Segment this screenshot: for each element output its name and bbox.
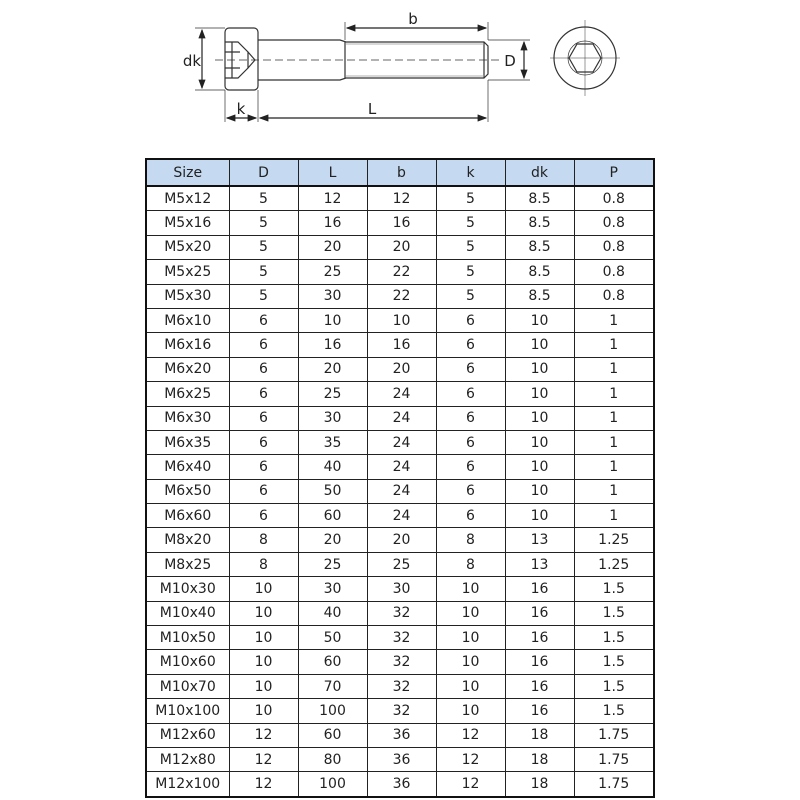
column-header-k: k — [436, 159, 505, 186]
table-cell: 18 — [505, 747, 574, 771]
table-row — [146, 430, 654, 454]
table-cell: 12 — [229, 747, 298, 771]
table-cell: 5 — [436, 260, 505, 284]
table-cell: 20 — [367, 357, 436, 381]
table-cell: 70 — [298, 674, 367, 698]
table-cell: 1 — [574, 479, 654, 503]
table-cell: 6 — [229, 479, 298, 503]
table-row — [146, 723, 654, 747]
table-cell: 1 — [574, 308, 654, 332]
table-cell: 6 — [436, 430, 505, 454]
table-row — [146, 601, 654, 625]
table-cell: 1.25 — [574, 552, 654, 576]
table-cell: 0.8 — [574, 284, 654, 308]
table-cell: 1.5 — [574, 577, 654, 601]
table-cell: 1.5 — [574, 699, 654, 723]
table-cell: 1.75 — [574, 747, 654, 771]
table-cell: 10 — [505, 382, 574, 406]
table-cell: 36 — [367, 723, 436, 747]
table-cell: 1.75 — [574, 723, 654, 747]
table-cell: 8 — [229, 528, 298, 552]
table-cell: 16 — [298, 333, 367, 357]
table-cell: M12x60 — [146, 723, 229, 747]
table-cell: 6 — [436, 406, 505, 430]
table-cell: 30 — [298, 406, 367, 430]
table-cell: 24 — [367, 455, 436, 479]
label-k: k — [236, 100, 246, 118]
column-header-b: b — [367, 159, 436, 186]
table-cell: 1.25 — [574, 528, 654, 552]
table-cell: 10 — [436, 674, 505, 698]
table-cell: 5 — [436, 284, 505, 308]
table-cell: M6x16 — [146, 333, 229, 357]
table-cell: 5 — [436, 186, 505, 211]
table-cell: 20 — [367, 528, 436, 552]
table-cell: 20 — [298, 235, 367, 259]
table-cell: 10 — [505, 308, 574, 332]
table-cell: M8x20 — [146, 528, 229, 552]
table-cell: 20 — [298, 528, 367, 552]
table-row — [146, 650, 654, 674]
table-cell: 1.5 — [574, 626, 654, 650]
table-cell: 10 — [505, 504, 574, 528]
table-cell: 30 — [298, 577, 367, 601]
table-cell: M6x10 — [146, 308, 229, 332]
table-cell: 50 — [298, 479, 367, 503]
table-cell: M6x20 — [146, 357, 229, 381]
table-cell: 1 — [574, 455, 654, 479]
table-cell: 25 — [298, 260, 367, 284]
label-dk: dk — [182, 52, 202, 70]
table-cell: 50 — [298, 626, 367, 650]
table-cell: 30 — [298, 284, 367, 308]
table-cell: M5x12 — [146, 186, 229, 211]
table-cell: M12x80 — [146, 747, 229, 771]
table-cell: M10x30 — [146, 577, 229, 601]
column-header-d: D — [229, 159, 298, 186]
table-cell: 12 — [436, 747, 505, 771]
table-cell: 16 — [505, 699, 574, 723]
label-l: L — [367, 100, 377, 118]
table-cell: 5 — [229, 284, 298, 308]
table-cell: 100 — [298, 772, 367, 797]
table-cell: M6x60 — [146, 504, 229, 528]
table-cell: 5 — [436, 211, 505, 235]
table-cell: 6 — [229, 382, 298, 406]
table-cell: 24 — [367, 382, 436, 406]
table-cell: 16 — [367, 333, 436, 357]
table-cell: 10 — [229, 626, 298, 650]
table-cell: 25 — [298, 552, 367, 576]
table-cell: 13 — [505, 528, 574, 552]
table-row — [146, 284, 654, 308]
table-cell: 6 — [436, 382, 505, 406]
bolt-end-view — [550, 20, 620, 96]
table-cell: 10 — [367, 308, 436, 332]
table-cell: 12 — [229, 723, 298, 747]
table-cell: M5x25 — [146, 260, 229, 284]
table-cell: M5x30 — [146, 284, 229, 308]
table-row — [146, 747, 654, 771]
table-cell: 0.8 — [574, 235, 654, 259]
table-cell: 6 — [229, 308, 298, 332]
table-cell: 20 — [367, 235, 436, 259]
table-cell: 10 — [436, 650, 505, 674]
bolt-size-table — [145, 158, 655, 798]
table-row — [146, 577, 654, 601]
table-cell: 12 — [436, 723, 505, 747]
table-cell: 16 — [505, 674, 574, 698]
table-row — [146, 528, 654, 552]
table-cell: 60 — [298, 650, 367, 674]
table-row — [146, 333, 654, 357]
table-cell: 5 — [229, 211, 298, 235]
table-cell: 10 — [229, 601, 298, 625]
table-cell: 6 — [229, 357, 298, 381]
table-cell: 6 — [229, 406, 298, 430]
label-d: D — [504, 52, 516, 70]
table-cell: 0.8 — [574, 186, 654, 211]
table-cell: 1 — [574, 430, 654, 454]
table-cell: 10 — [229, 650, 298, 674]
table-row — [146, 308, 654, 332]
table-cell: 24 — [367, 504, 436, 528]
table-cell: 16 — [505, 626, 574, 650]
table-cell: 16 — [505, 601, 574, 625]
table-cell: 32 — [367, 650, 436, 674]
table-cell: 80 — [298, 747, 367, 771]
table-cell: 60 — [298, 723, 367, 747]
table-cell: 40 — [298, 601, 367, 625]
table-cell: 20 — [298, 357, 367, 381]
table-cell: 10 — [436, 699, 505, 723]
table-cell: 30 — [367, 577, 436, 601]
table-cell: 0.8 — [574, 211, 654, 235]
table-cell: M10x60 — [146, 650, 229, 674]
column-header-size: Size — [146, 159, 229, 186]
table-cell: 6 — [436, 504, 505, 528]
table-cell: 32 — [367, 601, 436, 625]
table-cell: 24 — [367, 430, 436, 454]
table-row — [146, 357, 654, 381]
table-cell: M10x100 — [146, 699, 229, 723]
table-row — [146, 382, 654, 406]
table-cell: M10x70 — [146, 674, 229, 698]
table-cell: 8.5 — [505, 235, 574, 259]
table-cell: M6x40 — [146, 455, 229, 479]
table-cell: 32 — [367, 699, 436, 723]
table-cell: 1.75 — [574, 772, 654, 797]
table-cell: 6 — [229, 333, 298, 357]
table-cell: 5 — [229, 186, 298, 211]
table-row — [146, 186, 654, 211]
table-cell: 25 — [367, 552, 436, 576]
table-row — [146, 455, 654, 479]
table-cell: 1 — [574, 406, 654, 430]
table-cell: 10 — [229, 674, 298, 698]
table-cell: 10 — [436, 577, 505, 601]
table-cell: 6 — [436, 333, 505, 357]
table-row — [146, 260, 654, 284]
table-cell: 100 — [298, 699, 367, 723]
table-cell: 8.5 — [505, 284, 574, 308]
table-cell: 10 — [436, 626, 505, 650]
table-cell: 1.5 — [574, 650, 654, 674]
table-cell: 10 — [298, 308, 367, 332]
table-cell: 10 — [505, 357, 574, 381]
table-cell: 6 — [229, 455, 298, 479]
table-cell: 8.5 — [505, 260, 574, 284]
table-cell: M5x20 — [146, 235, 229, 259]
table-cell: 6 — [229, 504, 298, 528]
table-cell: 5 — [436, 235, 505, 259]
table-cell: 16 — [298, 211, 367, 235]
table-cell: 22 — [367, 260, 436, 284]
table-cell: 0.8 — [574, 260, 654, 284]
table-cell: M6x50 — [146, 479, 229, 503]
table-cell: 10 — [229, 699, 298, 723]
table-cell: 12 — [367, 186, 436, 211]
table-cell: 8 — [436, 552, 505, 576]
table-cell: 36 — [367, 772, 436, 797]
table-cell: M12x100 — [146, 772, 229, 797]
table-cell: M5x16 — [146, 211, 229, 235]
table-row — [146, 772, 654, 797]
table-cell: 6 — [229, 430, 298, 454]
table-row — [146, 674, 654, 698]
table-row — [146, 626, 654, 650]
table-cell: 1 — [574, 382, 654, 406]
table-cell: 12 — [298, 186, 367, 211]
column-header-p: P — [574, 159, 654, 186]
table-cell: 10 — [505, 333, 574, 357]
table-cell: 32 — [367, 674, 436, 698]
table-cell: 8 — [229, 552, 298, 576]
table-cell: 24 — [367, 479, 436, 503]
table-header-row — [146, 159, 654, 186]
table-cell: 36 — [367, 747, 436, 771]
column-header-dk: dk — [505, 159, 574, 186]
table-cell: M6x25 — [146, 382, 229, 406]
table-cell: 16 — [505, 577, 574, 601]
table-cell: 10 — [229, 577, 298, 601]
table-cell: 12 — [229, 772, 298, 797]
table-cell: 12 — [436, 772, 505, 797]
table-cell: M8x25 — [146, 552, 229, 576]
table-cell: 16 — [367, 211, 436, 235]
table-cell: 60 — [298, 504, 367, 528]
table-cell: 32 — [367, 626, 436, 650]
table-cell: 18 — [505, 723, 574, 747]
table-cell: 13 — [505, 552, 574, 576]
table-row — [146, 552, 654, 576]
table-cell: 5 — [229, 260, 298, 284]
column-header-l: L — [298, 159, 367, 186]
table-cell: 6 — [436, 455, 505, 479]
table-cell: 10 — [505, 406, 574, 430]
table-cell: 35 — [298, 430, 367, 454]
table-cell: 18 — [505, 772, 574, 797]
table-cell: 10 — [505, 455, 574, 479]
table-cell: 10 — [505, 430, 574, 454]
table-cell: 40 — [298, 455, 367, 479]
table-cell: M10x40 — [146, 601, 229, 625]
table-row — [146, 211, 654, 235]
bolt-dimension-diagram — [0, 0, 800, 150]
table-cell: 5 — [229, 235, 298, 259]
table-cell: 8.5 — [505, 211, 574, 235]
table-cell: 1.5 — [574, 674, 654, 698]
table-cell: 8.5 — [505, 186, 574, 211]
table-cell: 8 — [436, 528, 505, 552]
table-row — [146, 406, 654, 430]
table-row — [146, 699, 654, 723]
table-cell: 16 — [505, 650, 574, 674]
table-cell: 6 — [436, 479, 505, 503]
table-cell: 10 — [436, 601, 505, 625]
table-cell: 22 — [367, 284, 436, 308]
table-cell: 1 — [574, 333, 654, 357]
table-row — [146, 235, 654, 259]
table-cell: 6 — [436, 357, 505, 381]
table-cell: 24 — [367, 406, 436, 430]
table-row — [146, 479, 654, 503]
table-cell: M6x35 — [146, 430, 229, 454]
table-cell: 1 — [574, 357, 654, 381]
table-row — [146, 504, 654, 528]
table-cell: 1 — [574, 504, 654, 528]
table-cell: M10x50 — [146, 626, 229, 650]
table-cell: M6x30 — [146, 406, 229, 430]
table-cell: 6 — [436, 308, 505, 332]
label-b: b — [408, 10, 418, 28]
table-cell: 1.5 — [574, 601, 654, 625]
table-cell: 25 — [298, 382, 367, 406]
table-cell: 10 — [505, 479, 574, 503]
